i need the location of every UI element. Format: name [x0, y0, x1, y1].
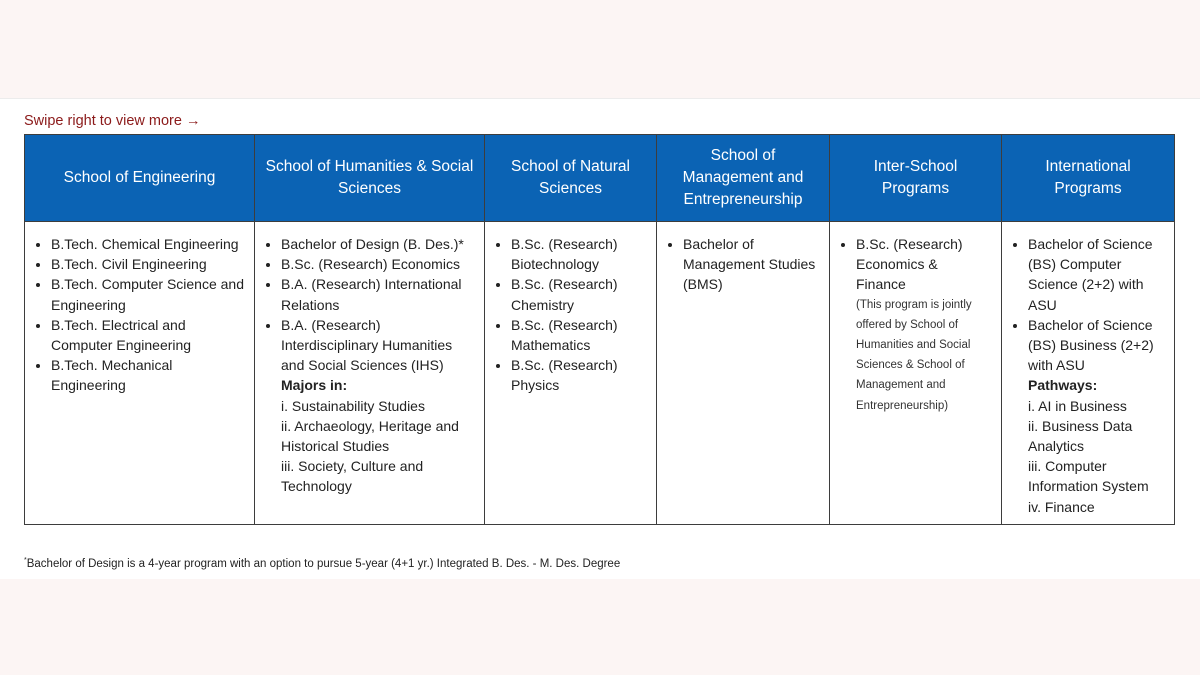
program-list [265, 234, 474, 497]
major-item: i. Sustainability Studies [281, 397, 425, 414]
major-item: iii. Society, Culture and Technology [281, 458, 424, 495]
swipe-hint: Swipe right to view more → [24, 113, 201, 129]
program-note: (This program is jointly offered by School of Humanities and Social Sciences & School of Management and Entrepreneurship) [856, 298, 972, 412]
list-item: • B.Sc. (Research) Chemistry [511, 274, 646, 314]
list-item: • B.Tech. Civil Engineering [51, 254, 244, 274]
program-list [1012, 234, 1164, 517]
header-humanities: School of Humanities & Social Sciences [255, 135, 485, 222]
list-item: • B.Sc. (Research) Biotechnology [511, 234, 646, 274]
program-list [840, 234, 991, 416]
cell-natural-sciences [485, 222, 657, 525]
list-item: • Bachelor of Management Studies (BMS) [683, 234, 819, 295]
program-list [35, 234, 244, 396]
list-item: • B.A. (Research) International Relations [281, 274, 474, 314]
list-item: • B.Sc. (Research) Physics [511, 355, 646, 395]
list-item: • Bachelor of Science (BS) Computer Science (2+2) with ASU [1028, 234, 1164, 315]
pathway-item: iv. Finance [1028, 498, 1095, 515]
list-item [856, 234, 991, 416]
majors-label: Majors in: [281, 377, 348, 394]
cell-humanities [255, 222, 485, 525]
footnote-text: Bachelor of Design is a 4-year program with an option to pursue 5-year (4+1 yr.) Integrated B. Des. - M. Des. Degree [26, 557, 621, 570]
list-item: • B.Tech. Chemical Engineering [51, 234, 244, 254]
list-item-text: Bachelor of Science (BS) Business (2+2) with ASU [1028, 316, 1154, 374]
header-natural-sciences: School of Natural Sciences [485, 135, 657, 222]
pathway-item: iii. Computer Information System [1028, 458, 1149, 495]
pathways-label: Pathways: [1028, 377, 1098, 394]
cell-inter-school [830, 222, 1002, 525]
pathway-item: i. AI in Business [1028, 397, 1127, 414]
footnote-mark: * [24, 557, 27, 564]
list-item-text: B.Sc. (Research) Economics & Finance [856, 236, 963, 293]
list-item: • B.Tech. Computer Science and Engineering [51, 274, 244, 314]
content-area [0, 98, 1200, 579]
cell-international [1002, 222, 1175, 525]
major-item: ii. Archaeology, Heritage and Historical Studies [281, 417, 459, 455]
header-management: School of Management and Entrepreneurship [657, 135, 830, 222]
footnote [24, 557, 620, 570]
list-item: • B.Tech. Mechanical Engineering [51, 355, 244, 395]
header-inter-school: Inter-School Programs [830, 135, 1002, 222]
list-item [1028, 315, 1164, 517]
table-header-row [25, 135, 1175, 222]
list-item [281, 315, 474, 497]
list-item: • B.Tech. Electrical and Computer Engineering [51, 315, 244, 355]
header-engineering: School of Engineering [25, 135, 255, 222]
cell-management [657, 222, 830, 525]
program-list [495, 234, 646, 396]
program-list [667, 234, 819, 295]
pathway-item: ii. Business Data Analytics [1028, 417, 1133, 455]
list-item: • B.Sc. (Research) Economics [281, 254, 474, 274]
list-item: • B.Sc. (Research) Mathematics [511, 315, 646, 355]
list-item: • Bachelor of Design (B. Des.)* [281, 234, 474, 254]
header-international: International Programs [1002, 135, 1175, 222]
programs-table [24, 134, 1175, 525]
table-row [25, 222, 1175, 525]
list-item-text: B.A. (Research) Interdisciplinary Humanities and Social Sciences (IHS) [281, 316, 453, 374]
cell-engineering [25, 222, 255, 525]
